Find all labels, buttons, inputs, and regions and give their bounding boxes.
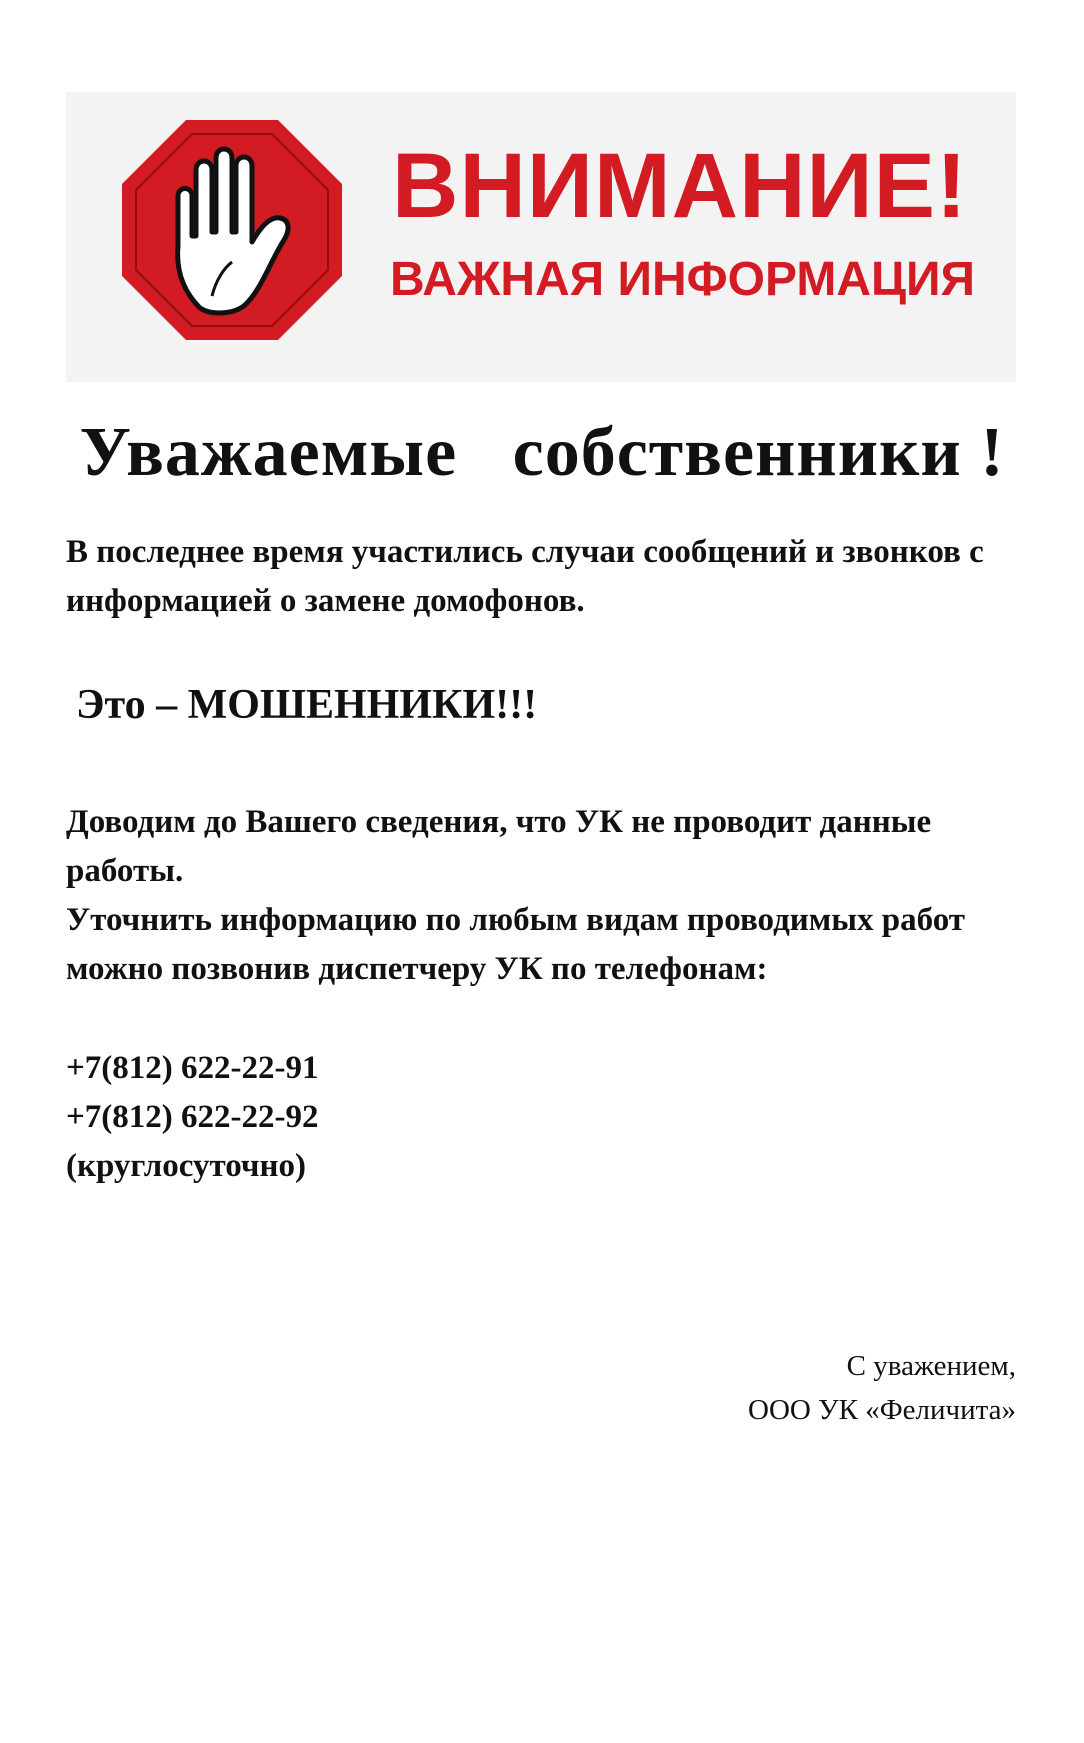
page-title: Уважаемые собственники ! xyxy=(79,414,1005,491)
phones-note: (круглосуточно) xyxy=(66,1148,306,1184)
signature-greeting: С уважением, xyxy=(846,1350,1016,1382)
phone-number-1[interactable]: +7(812) 622-22-91 xyxy=(66,1050,319,1086)
banner-subtitle: ВАЖНАЯ ИНФОРМАЦИЯ xyxy=(390,253,976,306)
fraud-warning: Это – МОШЕННИКИ!!! xyxy=(76,682,538,728)
phone-number-2[interactable]: +7(812) 622-22-92 xyxy=(66,1099,319,1135)
banner-title: ВНИМАНИЕ! xyxy=(392,135,968,237)
intro-paragraph: В последнее время участились случаи сообщений и звонков с информацией о замене домофонов. xyxy=(66,534,984,619)
notice-paragraph: Доводим до Вашего сведения, что УК не проводит данные работы. xyxy=(66,804,932,889)
stop-hand-icon xyxy=(120,118,344,342)
signature-company: ООО УК «Феличита» xyxy=(748,1394,1016,1426)
contact-paragraph: Уточнить информацию по любым видам проводимых работ можно позвонив диспетчеру УК по телефонам: xyxy=(66,902,965,987)
